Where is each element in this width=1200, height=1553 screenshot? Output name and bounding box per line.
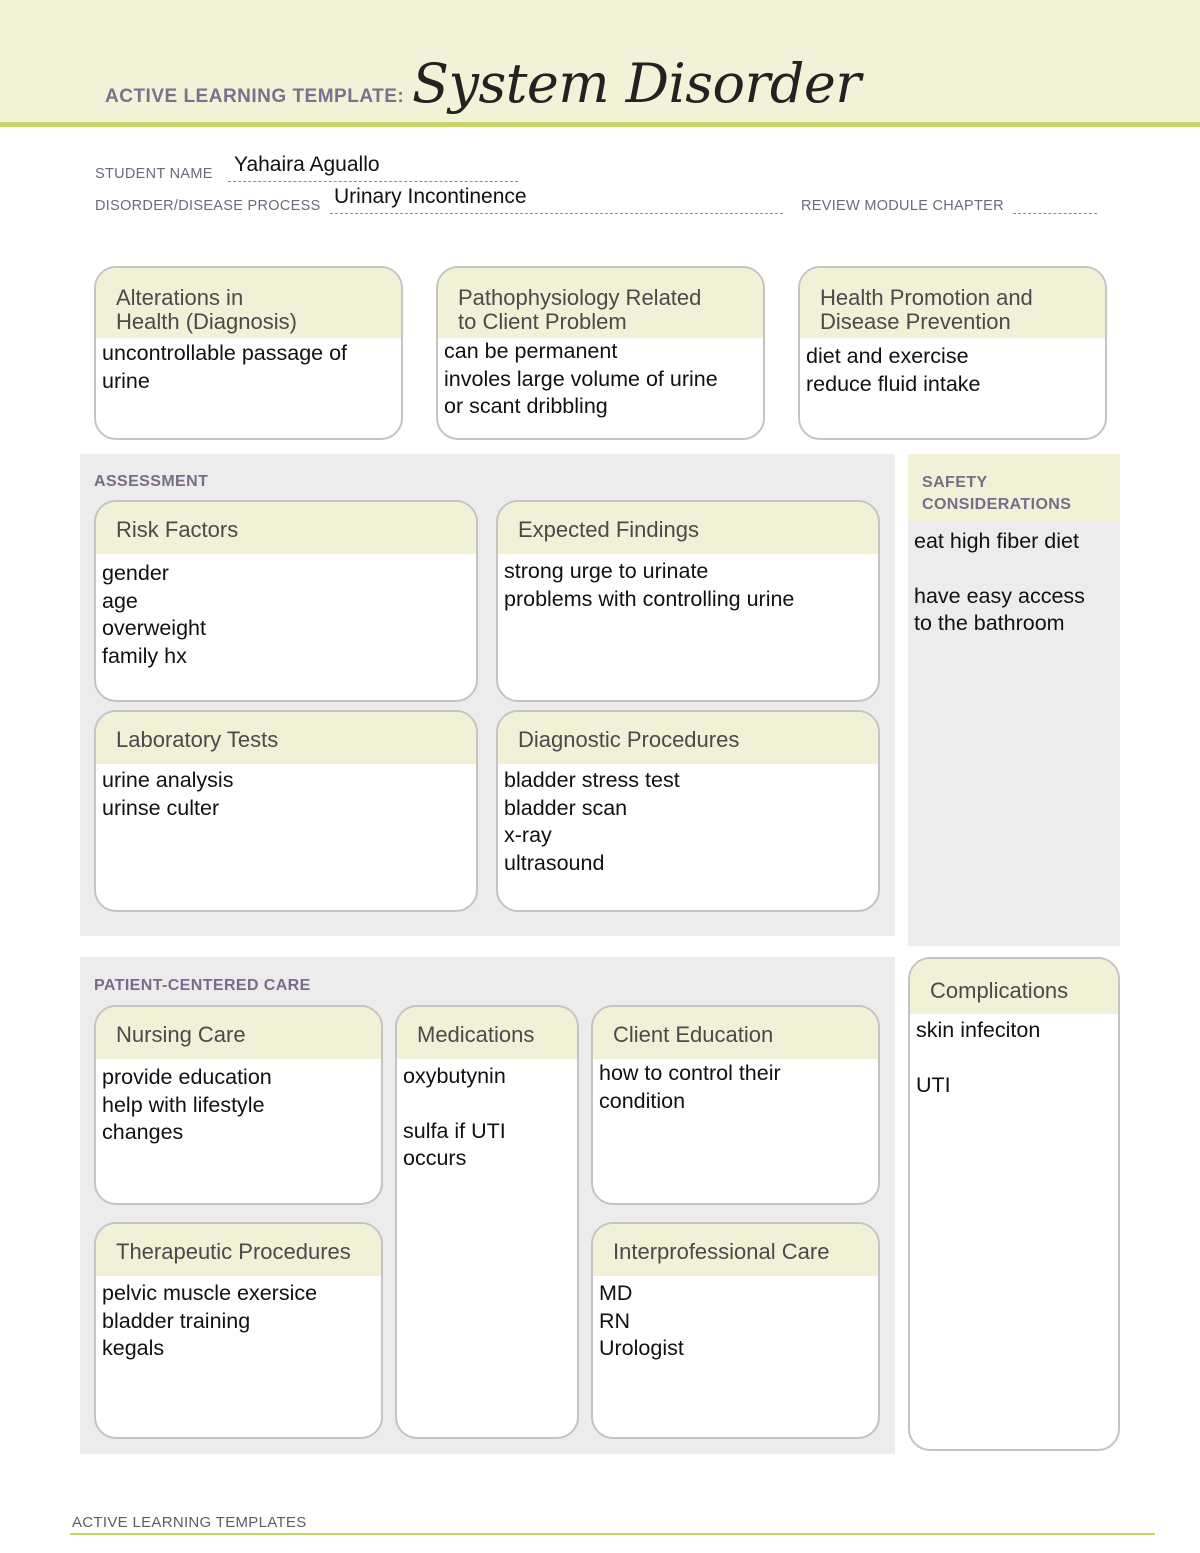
footer-rule (70, 1533, 1155, 1535)
health-promotion-content[interactable] (800, 338, 1105, 398)
interprofessional-care-content[interactable] (593, 1276, 878, 1363)
client-education-box (591, 1005, 880, 1205)
nursing-care-box (94, 1005, 383, 1205)
text-line: condition (599, 1088, 686, 1113)
disorder-line (330, 213, 783, 214)
text-line: or scant dribbling (444, 394, 608, 418)
safety-title-1: SAFETY (922, 474, 988, 491)
text-line: urinse culter (102, 795, 220, 820)
alterations-heading (96, 268, 401, 338)
nursing-care-heading: Nursing Care (96, 1007, 381, 1059)
therapeutic-procedures-content[interactable] (96, 1276, 381, 1363)
chapter-label: REVIEW MODULE CHAPTER (801, 198, 1004, 214)
student-name-label: STUDENT NAME (95, 166, 213, 182)
text-line: age (102, 588, 138, 613)
alterations-box (94, 266, 403, 440)
text-line: sulfa if UTI (403, 1118, 506, 1143)
text-line: pelvic muscle exersice (102, 1281, 318, 1305)
text-line: can be permanent (444, 339, 618, 363)
health-promotion-heading (800, 268, 1105, 338)
header-rule (0, 122, 1200, 127)
text-line: uncontrollable passage of (102, 341, 348, 365)
template-label: ACTIVE LEARNING TEMPLATE: (105, 86, 405, 107)
student-name-value[interactable]: Yahaira Aguallo (234, 153, 380, 176)
interprofessional-care-box (591, 1222, 880, 1439)
assessment-title: ASSESSMENT (94, 473, 209, 490)
text-line: have easy access (914, 583, 1085, 608)
health-promotion-title-1: Health Promotion and (820, 285, 1033, 310)
text-line: bladder stress test (504, 768, 680, 792)
risk-factors-box (94, 500, 478, 702)
expected-findings-box (496, 500, 880, 702)
therapeutic-procedures-heading: Therapeutic Procedures (96, 1224, 381, 1276)
laboratory-tests-content[interactable] (96, 764, 476, 822)
medications-box (395, 1005, 579, 1439)
complications-box (908, 957, 1120, 1451)
text-line: Urologist (599, 1336, 684, 1360)
student-name-line (228, 181, 518, 182)
safety-heading (908, 454, 1120, 522)
text-line: involes large volume of urine (444, 366, 718, 391)
diagnostic-procedures-heading: Diagnostic Procedures (498, 712, 878, 764)
laboratory-tests-box (94, 710, 478, 912)
text-line: problems with controlling urine (504, 586, 795, 611)
disorder-value[interactable]: Urinary Incontinence (334, 185, 527, 208)
text-line: MD (599, 1281, 633, 1305)
text-line: ultrasound (504, 850, 605, 875)
expected-findings-heading: Expected Findings (498, 502, 878, 554)
risk-factors-heading: Risk Factors (96, 502, 476, 554)
medications-content[interactable] (397, 1059, 577, 1173)
text-line: overweight (102, 616, 206, 640)
pathophysiology-title-1: Pathophysiology Related (458, 285, 702, 310)
text-line: bladder scan (504, 795, 628, 820)
text-line: family hx (102, 643, 187, 668)
diagnostic-procedures-content[interactable] (498, 764, 878, 877)
text-line: kegals (102, 1336, 165, 1360)
text-line: bladder training (102, 1308, 251, 1333)
diagnostic-procedures-box (496, 710, 880, 912)
template-title: System Disorder (412, 52, 861, 115)
expected-findings-content[interactable] (498, 554, 878, 613)
therapeutic-procedures-box (94, 1222, 383, 1439)
alterations-title-2: Health (Diagnosis) (116, 309, 297, 334)
text-line: strong urge to urinate (504, 559, 709, 583)
text-line: changes (102, 1120, 184, 1144)
chapter-line (1013, 213, 1097, 214)
text-line: occurs (403, 1146, 467, 1170)
interprofessional-care-heading: Interprofessional Care (593, 1224, 878, 1276)
text-line: UTI (916, 1072, 951, 1097)
text-line: provide education (102, 1065, 272, 1089)
client-education-heading: Client Education (593, 1007, 878, 1059)
text-line: x-ray (504, 823, 552, 847)
pathophysiology-content[interactable] (438, 338, 763, 421)
safety-content[interactable] (908, 522, 1120, 638)
laboratory-tests-heading: Laboratory Tests (96, 712, 476, 764)
alterations-content[interactable] (96, 338, 401, 395)
nursing-care-content[interactable] (96, 1059, 381, 1147)
text-line: gender (102, 561, 169, 585)
text-line: RN (599, 1308, 631, 1333)
disorder-label: DISORDER/DISEASE PROCESS (95, 198, 321, 214)
health-promotion-box (798, 266, 1107, 440)
text-line: skin infeciton (916, 1018, 1041, 1042)
risk-factors-content[interactable] (96, 554, 476, 670)
text-line: oxybutynin (403, 1064, 506, 1088)
text-line: diet and exercise (806, 344, 969, 368)
complications-content[interactable] (910, 1014, 1118, 1099)
text-line: how to control their (599, 1061, 781, 1085)
text-line: help with lifestyle (102, 1092, 265, 1117)
text-line: urine analysis (102, 768, 234, 792)
health-promotion-title-2: Disease Prevention (820, 309, 1011, 334)
client-education-content[interactable] (593, 1059, 878, 1115)
text-line: to the bathroom (914, 611, 1065, 635)
alterations-title-1: Alterations in (116, 285, 244, 310)
safety-panel (908, 454, 1120, 946)
pathophysiology-heading (438, 268, 763, 338)
footer-text: ACTIVE LEARNING TEMPLATES (72, 1514, 307, 1531)
text-line: eat high fiber diet (914, 529, 1079, 553)
text-line: urine (102, 368, 150, 393)
complications-heading: Complications (910, 959, 1118, 1014)
text-line: reduce fluid intake (806, 371, 981, 396)
safety-title-2: CONSIDERATIONS (922, 496, 1072, 513)
pathophysiology-title-2: to Client Problem (458, 309, 627, 334)
patient-centered-care-title: PATIENT-CENTERED CARE (94, 977, 311, 994)
pathophysiology-box (436, 266, 765, 440)
medications-heading: Medications (397, 1007, 577, 1059)
